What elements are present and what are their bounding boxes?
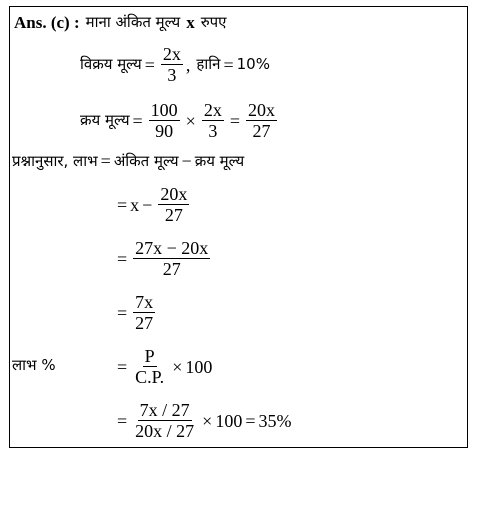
multiplier: 100 — [215, 410, 243, 431]
loss-label: हानि — [196, 55, 221, 73]
question-text: प्रश्नानुसार, लाभ — [12, 151, 98, 170]
result-value: 35% — [258, 410, 292, 431]
equals-sign: = — [132, 110, 143, 131]
profit-percent-label-line — [12, 358, 56, 373]
fraction-numerator: 20x — [160, 184, 188, 204]
profit-percent-label: लाभ % — [12, 356, 56, 374]
fraction-denominator: 90 — [155, 121, 174, 141]
answer-label: Ans. (c) : — [14, 13, 80, 32]
equals-sign: = — [117, 410, 128, 431]
selling-price-line — [80, 44, 270, 85]
fraction-denominator: C.P. — [135, 367, 165, 387]
fraction — [158, 184, 189, 225]
step-2 — [114, 238, 213, 279]
fraction-numerator: 7x / 27 — [139, 400, 190, 420]
fraction-denominator: 3 — [167, 65, 177, 85]
fraction-denominator: 27 — [135, 313, 154, 333]
fraction-denominator: 27 — [162, 259, 181, 279]
times-sign: × — [185, 110, 196, 131]
fraction-numerator: P — [144, 346, 155, 366]
equals-sign: = — [117, 356, 128, 377]
fraction-numerator: 7x — [135, 292, 154, 312]
step-3 — [114, 292, 158, 333]
final-step — [114, 400, 291, 441]
fraction-numerator: 2x — [162, 44, 181, 64]
question-line — [12, 152, 244, 170]
fraction — [133, 292, 155, 333]
minus-sign: − — [181, 151, 192, 171]
fraction-denominator: 27 — [252, 121, 271, 141]
fraction-numerator: 27x − 20x — [135, 238, 209, 258]
assume-var: x — [186, 13, 195, 32]
profit-percent-formula — [114, 346, 212, 387]
selling-price-fraction — [161, 44, 183, 85]
step-1 — [114, 184, 192, 225]
equals-sign: = — [144, 54, 155, 75]
equals-sign: = — [229, 110, 240, 131]
equals-sign: = — [223, 54, 234, 75]
answer-line — [14, 14, 226, 31]
equals-sign: = — [100, 151, 111, 171]
fraction-numerator: 100 — [150, 100, 178, 120]
marked-price-text: अंकित मूल्य — [113, 151, 179, 170]
times-sign: × — [202, 410, 213, 431]
fraction-2 — [202, 100, 224, 141]
fraction-1 — [149, 100, 180, 141]
variable-x: x — [130, 194, 140, 215]
fraction-denominator: 27 — [164, 205, 183, 225]
fraction — [133, 346, 166, 387]
fraction-numerator: 2x — [203, 100, 222, 120]
fraction-denominator: 20x / 27 — [135, 421, 195, 441]
equals-sign: = — [245, 410, 256, 431]
multiplier: 100 — [185, 356, 213, 377]
fraction — [133, 238, 210, 279]
times-sign: × — [172, 356, 183, 377]
equals-sign: = — [117, 248, 128, 269]
equals-sign: = — [117, 194, 128, 215]
comma: , — [185, 54, 191, 75]
assume-text: माना अंकित मूल्य — [85, 13, 181, 31]
minus-sign: − — [142, 194, 153, 215]
equals-sign: = — [117, 302, 128, 323]
cost-price-line — [80, 100, 280, 141]
fraction-3 — [246, 100, 277, 141]
selling-price-label: विक्रय मूल्य — [80, 55, 142, 73]
cost-price-text: क्रय मूल्य — [194, 151, 245, 170]
loss-value: 10% — [236, 55, 270, 73]
fraction-numerator: 20x — [247, 100, 275, 120]
assume-unit: रुपए — [200, 13, 227, 31]
fraction — [133, 400, 196, 441]
fraction-denominator: 3 — [208, 121, 218, 141]
cost-price-label: क्रय मूल्य — [80, 111, 130, 129]
